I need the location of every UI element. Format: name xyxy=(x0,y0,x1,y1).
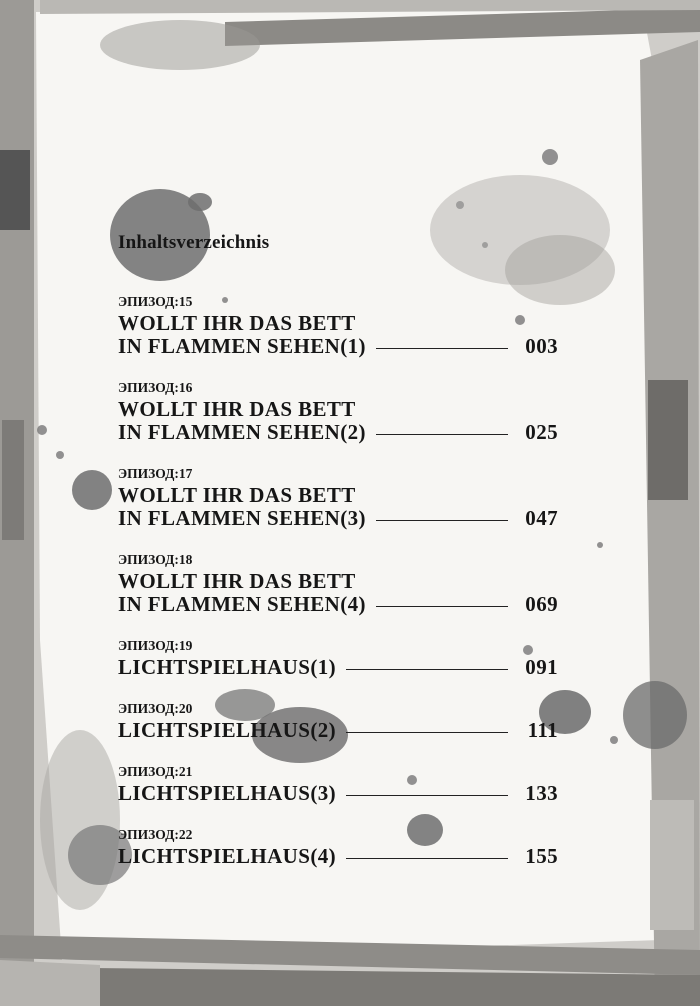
page-number: 047 xyxy=(525,506,558,530)
dot-leader xyxy=(376,348,508,349)
chapter-title-line: LICHTSPIELHAUS(4) xyxy=(118,844,337,868)
chapter-title-row xyxy=(118,335,558,358)
chapter-title-line: IN FLAMMEN SEHEN(4) xyxy=(118,592,366,616)
page-number: 155 xyxy=(525,844,558,868)
chapter-title-line: WOLLT IHR DAS BETT xyxy=(118,483,356,507)
dot-leader xyxy=(376,606,508,607)
toc-entry xyxy=(118,294,558,358)
chapter-title-line: IN FLAMMEN SEHEN(2) xyxy=(118,420,366,444)
chapter-title-row xyxy=(118,507,558,530)
chapter-title-row xyxy=(118,782,558,805)
page-number: 025 xyxy=(525,420,558,444)
dot-leader xyxy=(346,669,508,670)
episode-label: ЭПИЗОД:16 xyxy=(118,380,193,395)
chapter-title-line: LICHTSPIELHAUS(1) xyxy=(118,655,337,679)
chapter-title-row xyxy=(118,421,558,444)
chapter-title-line: WOLLT IHR DAS BETT xyxy=(118,569,356,593)
toc-entry xyxy=(118,764,558,805)
page-number: 133 xyxy=(525,781,558,805)
page-number: 003 xyxy=(525,334,558,358)
dot-leader xyxy=(346,732,508,733)
episode-label: ЭПИЗОД:15 xyxy=(118,294,193,309)
chapter-title-line: WOLLT IHR DAS BETT xyxy=(118,397,356,421)
chapter-title-line: LICHTSPIELHAUS(2) xyxy=(118,718,337,742)
episode-label: ЭПИЗОД:21 xyxy=(118,764,193,779)
chapter-title-line: LICHTSPIELHAUS(3) xyxy=(118,781,337,805)
episode-label: ЭПИЗОД:17 xyxy=(118,466,193,481)
chapter-title-row xyxy=(118,845,558,868)
toc-entry xyxy=(118,701,558,742)
toc-entry xyxy=(118,552,558,616)
dot-leader xyxy=(346,795,508,796)
chapter-title-row xyxy=(118,719,558,742)
dot-leader xyxy=(376,434,508,435)
episode-label: ЭПИЗОД:20 xyxy=(118,701,193,716)
page-number: 091 xyxy=(525,655,558,679)
dot-leader xyxy=(376,520,508,521)
page-number: 111 xyxy=(527,718,558,742)
toc-entry xyxy=(118,380,558,444)
toc-entry xyxy=(118,466,558,530)
chapter-title-line: WOLLT IHR DAS BETT xyxy=(118,311,356,335)
chapter-title-row xyxy=(118,656,558,679)
toc-entry xyxy=(118,827,558,868)
chapter-title-line: IN FLAMMEN SEHEN(3) xyxy=(118,506,366,530)
table-of-contents xyxy=(118,232,558,890)
episode-label: ЭПИЗОД:18 xyxy=(118,552,193,567)
chapter-title-line: IN FLAMMEN SEHEN(1) xyxy=(118,334,366,358)
episode-label: ЭПИЗОД:19 xyxy=(118,638,193,653)
page-number: 069 xyxy=(525,592,558,616)
episode-label: ЭПИЗОД:22 xyxy=(118,827,193,842)
dot-leader xyxy=(346,858,508,859)
toc-title: Inhaltsverzeichnis xyxy=(118,232,270,253)
toc-entry xyxy=(118,638,558,679)
chapter-title-row xyxy=(118,593,558,616)
